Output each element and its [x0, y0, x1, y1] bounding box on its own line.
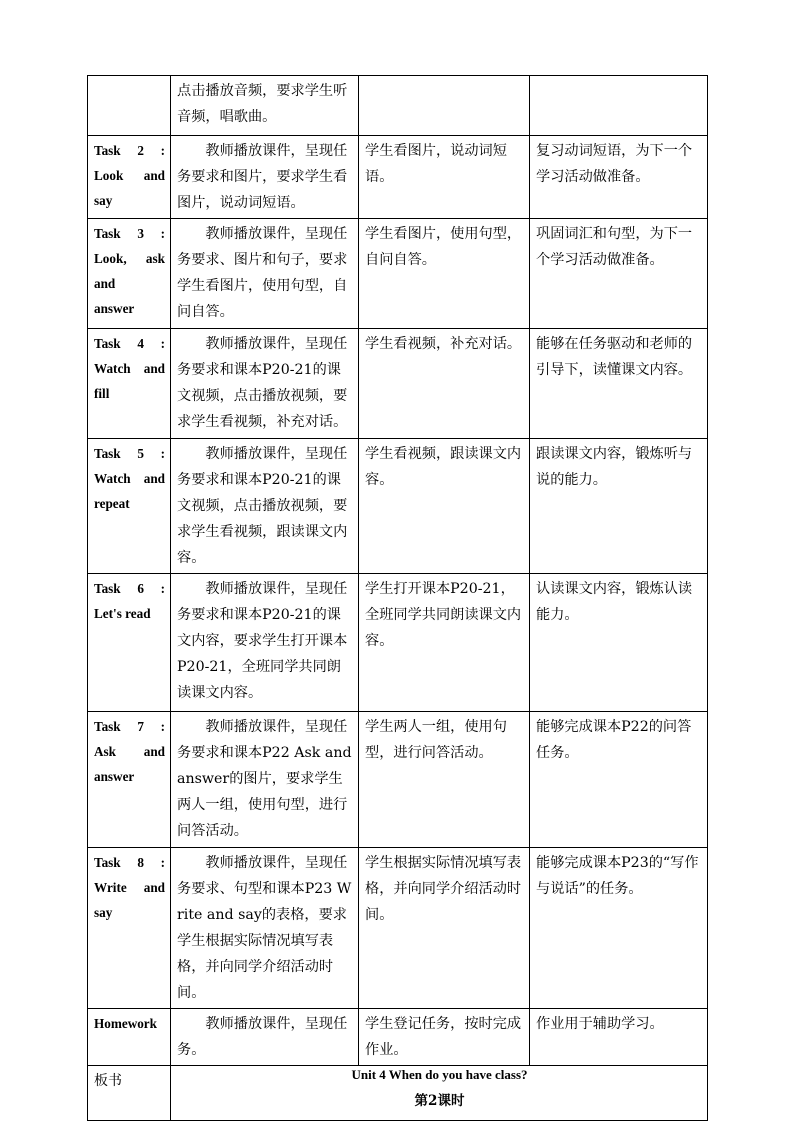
table-row	[88, 574, 708, 712]
student-activity-cell: 学生看视频，补充对话。	[359, 329, 530, 439]
task-cell: Task 8 : Write and say	[88, 848, 171, 1009]
task-cell: Task 4 : Watch and fill	[88, 329, 171, 439]
table-row	[88, 329, 708, 439]
task-cell: Homework	[88, 1009, 171, 1066]
teacher-activity-cell: 点击播放音频，要求学生听音频，唱歌曲。	[171, 76, 359, 136]
task-cell: Task 6 : Let's read	[88, 574, 171, 712]
task-cell	[88, 76, 171, 136]
purpose-cell: 认读课文内容，锻炼认读能力。	[530, 574, 708, 712]
student-activity-cell: 学生两人一组，使用句型，进行问答活动。	[359, 712, 530, 848]
lesson-plan-table	[87, 75, 708, 1121]
purpose-cell: 能够完成课本P22的问答任务。	[530, 712, 708, 848]
table-row	[88, 1009, 708, 1066]
purpose-cell: 能够在任务驱动和老师的引导下，读懂课文内容。	[530, 329, 708, 439]
purpose-cell: 作业用于辅助学习。	[530, 1009, 708, 1066]
teacher-activity-cell: 教师播放课件，呈现任务要求和课本P20-21的课文视频，点击播放视频，要求学生看视频，跟读课文内容。	[171, 439, 359, 574]
task-cell: Task 7 : Ask and answer	[88, 712, 171, 848]
teacher-activity-cell: 教师播放课件，呈现任务要求和课本P22 Ask and answer的图片，要求学生两人一组，使用句型，进行问答活动。	[171, 712, 359, 848]
teacher-activity-cell: 教师播放课件，呈现任务要求和图片，要求学生看图片，说动词短语。	[171, 136, 359, 219]
table-row	[88, 76, 708, 136]
table-row	[88, 136, 708, 219]
student-activity-cell	[359, 76, 530, 136]
purpose-cell: 巩固词汇和句型，为下一个学习活动做准备。	[530, 219, 708, 329]
table-row	[88, 712, 708, 848]
task-cell: Task 5 : Watch and repeat	[88, 439, 171, 574]
purpose-cell	[530, 76, 708, 136]
table-row	[88, 848, 708, 1009]
lesson-table-body	[88, 76, 708, 1121]
blackboard-content-cell	[171, 1066, 708, 1121]
teacher-activity-cell: 教师播放课件，呈现任务要求、句型和课本P23 Write and say的表格，要求学生根据实际情况填写表格，并向同学介绍活动时间。	[171, 848, 359, 1009]
task-cell: Task 2 : Look and say	[88, 136, 171, 219]
blackboard-label: 板书	[94, 1073, 122, 1089]
student-activity-cell: 学生看图片，说动词短语。	[359, 136, 530, 219]
table-row	[88, 219, 708, 329]
purpose-cell: 跟读课文内容，锻炼听与说的能力。	[530, 439, 708, 574]
student-activity-cell: 学生看图片，使用句型，自问自答。	[359, 219, 530, 329]
student-activity-cell: 学生根据实际情况填写表格，并向同学介绍活动时间。	[359, 848, 530, 1009]
student-activity-cell: 学生登记任务，按时完成作业。	[359, 1009, 530, 1066]
table-row	[88, 439, 708, 574]
blackboard-title: Unit 4 When do you have class?	[351, 1067, 528, 1082]
student-activity-cell: 学生看视频，跟读课文内容。	[359, 439, 530, 574]
purpose-cell: 复习动词短语，为下一个学习活动做准备。	[530, 136, 708, 219]
teacher-activity-cell: 教师播放课件，呈现任务要求、图片和句子，要求学生看图片，使用句型，自问自答。	[171, 219, 359, 329]
teacher-activity-cell: 教师播放课件，呈现任务。	[171, 1009, 359, 1066]
blackboard-subtitle: 第2课时	[414, 1093, 465, 1109]
task-cell: Task 3 : Look, ask and answer	[88, 219, 171, 329]
blackboard-label-cell	[88, 1066, 171, 1121]
purpose-cell: 能够完成课本P23的“写作与说话”的任务。	[530, 848, 708, 1009]
student-activity-cell: 学生打开课本P20-21，全班同学共同朗读课文内容。	[359, 574, 530, 712]
blackboard-row	[88, 1066, 708, 1121]
teacher-activity-cell: 教师播放课件，呈现任务要求和课本P20-21的课文内容，要求学生打开课本P20-21，全班同学共同朗读课文内容。	[171, 574, 359, 712]
teacher-activity-cell: 教师播放课件，呈现任务要求和课本P20-21的课文视频，点击播放视频，要求学生看视频，补充对话。	[171, 329, 359, 439]
